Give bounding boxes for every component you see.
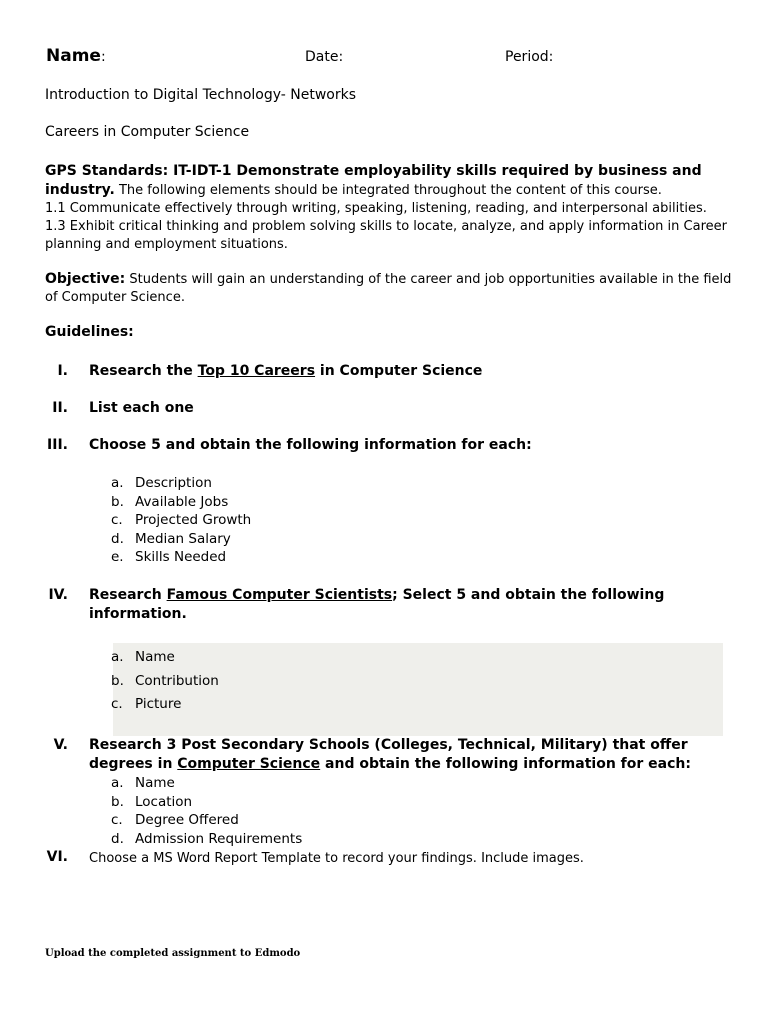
guideline-i: Research the Top 10 Careers in Computer Science [89, 363, 483, 379]
gps-standards [45, 162, 735, 254]
guideline-number-iv: IV. [48, 587, 68, 603]
list-item: d. Admission Requirements [111, 830, 303, 847]
objective-text: Students will gain an understanding of the career and job opportunities available in the field of Computer Science. [45, 272, 732, 305]
guideline-number-i: I. [57, 363, 68, 379]
objective-label: Objective: [45, 271, 126, 287]
list-item: a. Name [111, 649, 175, 665]
guideline-iv: Research Famous Computer Scientists; Select 5 and obtain the following information. [89, 587, 665, 622]
upload-instruction: Upload the completed assignment to Edmodo [45, 948, 301, 959]
top-10-careers-link[interactable]: Top 10 Careers [197, 363, 316, 379]
computer-science-link[interactable]: Computer Science [177, 756, 321, 772]
guideline-v: Research 3 Post Secondary Schools (Colleges, Technical, Military) that offer degrees in Computer Science and obtain the following information for each: [89, 737, 691, 772]
list-item: b. Available Jobs [111, 493, 229, 510]
unit-title: Careers in Computer Science [45, 124, 250, 140]
guideline-number-vi: VI. [46, 849, 68, 865]
standard-1-3: 1.3 Exhibit critical thinking and problem solving skills to locate, analyze, and apply information in Career planning and employment situations. [45, 219, 727, 252]
list-item: c. Projected Growth [111, 512, 252, 528]
standard-1-1: 1.1 Communicate effectively through writing, speaking, listening, reading, and interpersonal abilities. [45, 201, 707, 216]
guideline-ii: List each one [89, 400, 194, 416]
list-item: c. Picture [111, 696, 182, 712]
list-item: a. Name [111, 775, 175, 791]
guideline-number-ii: II. [52, 400, 68, 416]
list-item: d. Median Salary [111, 530, 231, 547]
famous-computer-scientists-link[interactable]: Famous Computer Scientists [166, 587, 393, 603]
guideline-iii-sublist [111, 474, 251, 567]
standards-heading: GPS Standards: IT-IDT-1 Demonstrate employability skills required by business and industry. [45, 163, 702, 198]
guideline-iv-sublist [111, 646, 219, 717]
guideline-vi: Choose a MS Word Report Template to record your findings. Include images. [89, 851, 584, 866]
name-field-label: Name: [46, 46, 106, 66]
list-item: c. Degree Offered [111, 812, 239, 828]
course-title: Introduction to Digital Technology- Networks [45, 87, 357, 103]
guideline-v-sublist [111, 774, 302, 848]
guideline-number-v: V. [53, 737, 68, 753]
guidelines-heading: Guidelines: [45, 324, 134, 340]
list-item: e. Skills Needed [111, 549, 227, 565]
period-field-label: Period: [505, 49, 554, 65]
standards-intro: The following elements should be integrated throughout the content of this course. [114, 183, 662, 198]
date-field-label: Date: [305, 49, 344, 65]
guideline-iii: Choose 5 and obtain the following information for each: [89, 437, 532, 453]
list-item: b. Location [111, 793, 193, 810]
list-item: b. Contribution [111, 672, 219, 689]
guideline-number-iii: III. [47, 437, 68, 453]
objective [45, 270, 735, 307]
list-item: a. Description [111, 475, 212, 491]
